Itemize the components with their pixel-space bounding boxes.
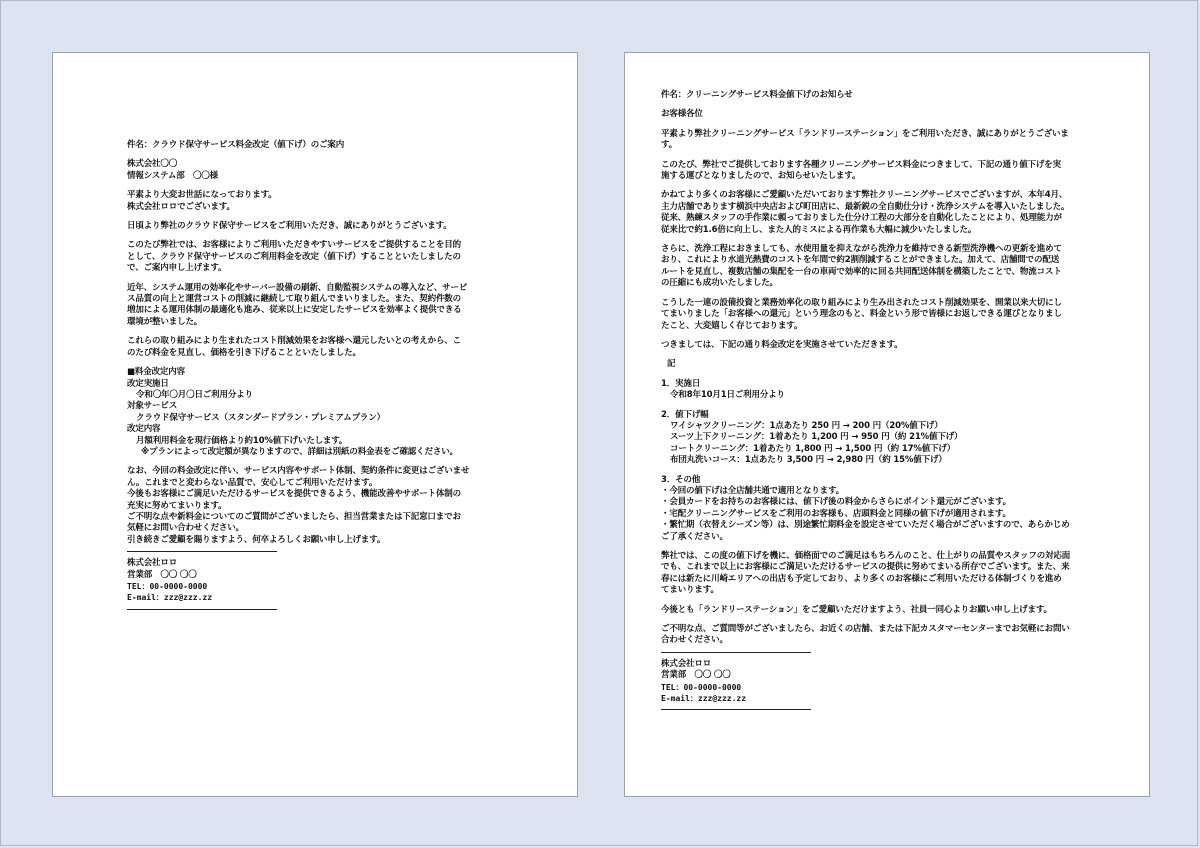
section-title: 1．実施日	[661, 378, 701, 389]
paragraph-line: おり、これにより水道光熱費のコストを年間で約2割削減することができました。加えて、店舗間での配送	[661, 255, 1060, 266]
paragraph-line: 気軽にお問い合わせください。	[127, 523, 244, 534]
section-title: 3．その他	[661, 474, 701, 485]
greeting-line: 平素より大変お世話になっております。	[127, 190, 277, 201]
letter-body-1	[127, 140, 527, 616]
paragraph-line: 主力店舗であります横浜中央店および町田店に、最新鋭の全自動仕分け・洗浄システムを導入いたしました。	[661, 201, 1070, 212]
paragraph-line: 施する運びとなりましたので、お知らせいたします。	[661, 171, 861, 182]
details-heading: ■料金改定内容	[127, 367, 185, 378]
paragraph-line: ス品質の向上と運営コストの削減に継続して取り組んでまいりました。また、契約件数の	[127, 294, 462, 305]
paragraph-line: 平素より弊社クリーニングサービス「ランドリーステーション」をご利用いただき、誠にありがとうございま	[661, 128, 1069, 139]
paragraph-line: つきましては、下記の通り料金改定を実施させていただきます。	[661, 339, 903, 350]
paragraph-line: なお、今回の料金改定に伴い、サービス内容やサポート体制、契約条件に変更はございませ	[127, 466, 470, 477]
paragraph-line: 近年、システム運用の効率化やサーバー設備の刷新、自動監視システムの導入など、サービ	[127, 282, 468, 293]
paragraph-line: 従来比で約1.6倍に向上し、また人的ミスによる再作業も大幅に減少いたしました。	[661, 224, 977, 235]
paragraph-line: さらに、洗浄工程におきましても、水使用量を抑えながら洗浄力を維持できる新型洗浄機への更新を進めて	[661, 244, 1062, 255]
intro-line: 日頃より弊社のクラウド保守サービスをご利用いただき、誠にありがとうございます。	[127, 221, 452, 232]
paragraph-line: たこと、大変嬉しく存じております。	[661, 320, 803, 331]
paragraph-line: 弊社では、この度の値下げを機に、価格面でのご満足はもちろんのこと、仕上がりの品質やスタッフの対応面	[661, 551, 1071, 561]
paragraph-line: の圧縮にも成功いたしました。	[661, 278, 778, 289]
note-item: ご了承ください。	[661, 531, 728, 542]
section-title: 2．値下げ幅	[661, 409, 709, 420]
signature-divider	[661, 709, 811, 710]
paragraph-line: 春には新たに川崎エリアへの出店も予定しており、より多くのお客様にご利用いただける体制づくりを進め	[661, 573, 1062, 584]
date-value: 令和〇年〇月〇日ご利用分より	[136, 389, 253, 400]
change-note: ※プランによって改定額が異なりますので、詳細は別紙の料金表をご確認ください。	[141, 446, 458, 457]
note-item: ・会員カードをお持ちのお客様には、値下げ後の料金からさらにポイント還元がございます。	[661, 497, 1012, 508]
paragraph-line: 充実に努めてまいります。	[127, 500, 227, 511]
paragraph-line: てまいりました「お客様への還元」という理念のもと、料金という形で皆様にお返しできる運びとなりまし	[661, 309, 1062, 320]
paragraph-line: ご不明な点、ご質問等がございましたら、お近くの店舗、または下記カスタマーセンターまでお気軽にお問い	[661, 624, 1070, 635]
paragraph-line: のたび料金を見直し、価格を引き下げることといたしました。	[127, 347, 361, 358]
signature-divider	[127, 551, 277, 552]
paragraph-line: 今後とも「ランドリーステーション」をご愛顧いただけますよう、社員一同心よりお願い申し上げます。	[661, 604, 1052, 615]
paragraph-line: ルートを見直し、複数店舗の集配を一台の車両で効率的に回る共同配送体制を構築したことで、物流コスト	[661, 266, 1062, 277]
paragraph-line: かねてより多くのお客様にご愛顧いただいております弊社クリーニングサービスでございますが、本年4月、	[661, 190, 1068, 201]
paragraph-line: ん。これまでと変わらない品質で、安心してご利用いただけます。	[127, 477, 378, 488]
paragraph-line: 環境が整いました。	[127, 316, 203, 327]
signature-email: E-mail：zzz@zzz.zz	[661, 694, 747, 704]
signature-divider	[127, 609, 277, 610]
price-item: スーツ上下クリーニング：1着あたり 1,200 円 → 950 円（約 21%値下げ）	[670, 432, 963, 443]
target-label: 対象サービス	[127, 401, 178, 412]
paragraph-line: 従来、熟練スタッフの手作業に頼っておりました仕分け工程の大部分を自動化したことにより、処理能力が	[661, 213, 1062, 224]
signature-dept: 営業部 〇〇 〇〇	[661, 670, 731, 681]
change-value: 月額利用料金を現行価格より約10%値下げいたします。	[136, 435, 348, 446]
signature-company: 株式会社ロロ	[127, 558, 178, 569]
note-item: ・宅配クリーニングサービスをご利用のお客様も、店頭料金と同様の値下げが適用されます。	[661, 508, 1011, 519]
paragraph-line: 合わせください。	[661, 635, 728, 646]
salutation: お客様各位	[661, 109, 703, 120]
paragraph-line: でも、これまで以上にお客様にご満足いただけるサービスの提供に努めてまいる所存でございます。また、来	[661, 562, 1070, 573]
price-item: 布団丸洗いコース：1点あたり 3,500 円 → 2,980 円（約 15%値下げ）	[670, 455, 947, 466]
letter-body-2	[661, 90, 1116, 716]
paragraph-line: このたび弊社では、お客様によりご利用いただきやすいサービスをご提供することを目的	[127, 240, 462, 251]
paragraph-line: ご不明な点や新料金についてのご質問がございましたら、担当営業または下記窓口までお	[127, 511, 461, 522]
document-page-2	[624, 52, 1150, 797]
section-value: 令和8年10月1日ご利用分より	[670, 390, 785, 401]
paragraph-line: で、ご案内申し上げます。	[127, 263, 227, 274]
note-item: ・繁忙期（衣替えシーズン等）は、別途繁忙期料金を設定させていただく場合がございますので、あらかじめ	[661, 520, 1070, 531]
price-item: コートクリーニング：1着あたり 1,800 円 → 1,500 円（約 17%値下げ）	[670, 443, 956, 454]
signature-divider	[661, 652, 811, 653]
recipient-dept: 情報システム部 〇〇様	[127, 170, 219, 181]
recipient-company: 株式会社〇〇	[127, 159, 178, 170]
greeting-line: 株式会社ロロでございます。	[127, 201, 235, 212]
target-value: クラウド保守サービス（スタンダードプラン・プレミアムプラン）	[136, 412, 385, 423]
paragraph-line: こうした一連の設備投資と業務効率化の取り組みにより生み出されたコスト削減効果を、開業以来大切にし	[661, 297, 1062, 308]
date-label: 改定実施日	[127, 378, 169, 389]
subject-line: 件名：クリーニングサービス料金値下げのお知らせ	[661, 90, 853, 100]
paragraph-line: 増加による運用体制の最適化も進み、従来以上に安定したサービスを効率よく提供できる	[127, 305, 462, 316]
price-item: ワイシャツクリーニング：1点あたり 250 円 → 200 円（20%値下げ）	[670, 420, 943, 431]
paragraph-line: これらの取り組みにより生まれたコスト削減効果をお客様へ還元したいとの考えから、こ	[127, 336, 462, 347]
paragraph-line: てまいります。	[661, 585, 719, 596]
signature-email: E-mail：zzz@zzz.zz	[127, 593, 213, 603]
paragraph-line: このたび、弊社でご提供しております各種クリーニングサービス料金につきまして、下記の通り値下げを実	[661, 159, 1061, 170]
note-item: ・今回の値下げは全店舗共通で適用となります。	[661, 485, 845, 496]
paragraph-line: 今後もお客様にご満足いただけるサービスを提供できるよう、機能改善やサポート体制の	[127, 489, 462, 500]
signature-tel: TEL：00-0000-0000	[127, 582, 208, 591]
paragraph-line: 引き続きご愛顧を賜りますよう、何卒よろしくお願い申し上げます。	[127, 534, 386, 545]
paragraph-line: として、クラウド保守サービスのご利用料金を改定（値下げ）することといたしましたの	[127, 251, 461, 262]
ki-heading: 記	[667, 359, 676, 370]
signature-dept: 営業部 〇〇 〇〇	[127, 569, 197, 580]
signature-tel: TEL：00-0000-0000	[661, 682, 742, 692]
subject-line: 件名：クラウド保守サービス料金改定（値下げ）のご案内	[127, 140, 345, 150]
signature-company: 株式会社ロロ	[661, 658, 712, 669]
paragraph-line: す。	[661, 140, 678, 151]
document-page-1	[52, 52, 578, 797]
change-label: 改定内容	[127, 424, 161, 435]
